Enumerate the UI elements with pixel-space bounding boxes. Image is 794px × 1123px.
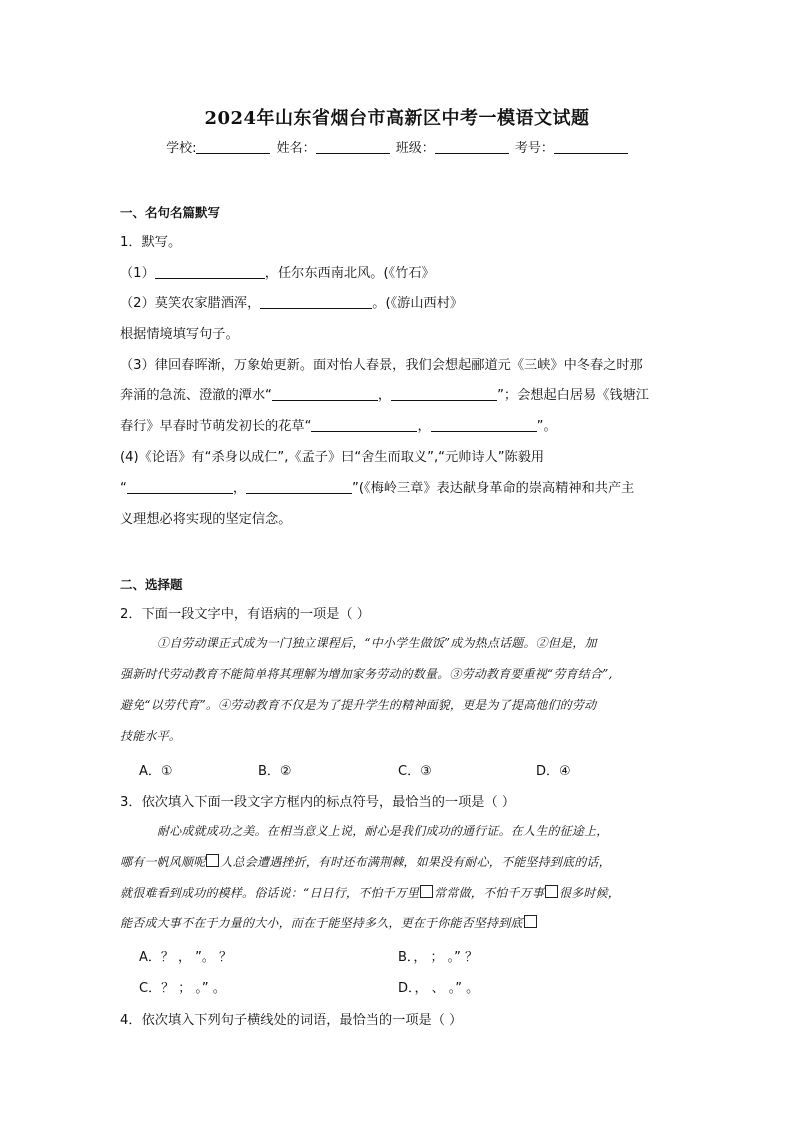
q1-3-blank-2[interactable] [391,388,497,401]
q1-2-blank[interactable] [260,296,372,309]
q1-4-line3: 义理想必将实现的坚定信念。 [120,512,292,527]
q1-3-line2-suffix: ”；会想起白居易《钱塘江 [497,388,649,403]
q1-4-line1: (4)《论语》有“杀身以成仁”,《孟子》曰“舍生而取义”,“元帅诗人”陈毅用 [120,450,545,465]
q2-option-a[interactable]: A．① [139,764,173,779]
q3-option-d[interactable]: D．， 、 。” 。 [398,981,480,996]
fill-intro: 根据情境填写句子。 [120,327,239,342]
q1-4-blank-2[interactable] [246,481,352,494]
exam-number-label: 考号： [514,141,554,156]
q1-4-open-quote: “ [120,481,127,496]
q3-line2-part2: 人总会遭遇挫折，有时还布满荆棘，如果没有耐心，不能坚持到底的话， [220,855,611,869]
punctuation-box-2[interactable] [420,885,433,898]
name-label: 姓名： [276,141,316,156]
q1-1 [120,262,435,281]
school-blank[interactable] [196,141,270,154]
q3-line3-part3: 很多时候， [558,886,620,900]
section1-heading: 一、名句名篇默写 [120,205,221,220]
q1-4-blank-1[interactable] [127,481,233,494]
q4-stem: 4．依次填入下列句子横线处的词语，最恰当的一项是（ ） [120,1013,463,1028]
q1-stem: 1．默写。 [120,235,182,250]
q3-stem: 3．依次填入下面一段文字方框内的标点符号，最恰当的一项是（ ） [120,795,516,810]
q1-3-comma-2: ， [417,419,431,434]
q2-passage-line3: 避免“以劳代育”。④劳动教育不仅是为了提升学生的精神面貌，更是为了提高他们的劳动 [120,698,597,712]
q1-1-suffix: ，任尔东西南北风。(《竹石》 [264,266,435,281]
section2-heading: 二、选择题 [120,577,183,592]
q1-3-comma-1: ， [377,388,392,403]
q3-line3-part1: 就很难看到成功的模样。俗话说：“日日行，不怕千万里 [120,886,420,900]
q2-passage-line1: ①自劳动课正式成为一门独立课程后，“中小学生做饭”成为热点话题。②但是，加 [157,636,597,650]
q3-passage-line3 [120,884,676,901]
q3-option-c[interactable]: C．？ ； 。” 。 [139,981,226,996]
q3-passage-line2 [120,853,676,870]
q3-line2-part1: 哪有一帆风顺呢 [120,855,206,869]
q1-1-prefix: （1） [120,266,155,281]
q3-passage-line4 [120,914,676,931]
q2-option-b[interactable]: B．② [258,764,292,779]
student-info-row [0,137,794,156]
name-blank[interactable] [316,141,390,154]
q3-passage-line1: 耐心成就成功之美。在相当意义上说，耐心是我们成功的通行证。在人生的征途上， [157,824,609,838]
q1-2 [120,292,463,311]
q3-line4-text: 能否成大事不在于力量的大小，而在于能坚持多久，更在于你能否坚持到底 [120,916,523,930]
q1-3-line2 [120,384,649,403]
q1-4-comma: ， [232,481,247,496]
q3-option-a[interactable]: A．？ ， ”。 ？ [139,950,233,965]
punctuation-box-1[interactable] [206,854,219,867]
q3-line3-part2: 常常做，不怕千万事 [434,886,544,900]
q1-4-line2 [120,477,634,496]
q2-passage-line4: 技能水平。 [120,729,182,743]
q3-option-b[interactable]: B．， ； 。” ？ [398,950,479,965]
q1-4-line2-suffix: ”(《梅岭三章》表达献身革命的崇高精神和共产主 [352,481,635,496]
q1-2-suffix: 。(《游山西村》 [372,296,464,311]
q1-3-blank-4[interactable] [431,419,537,432]
q2-option-d[interactable]: D．④ [536,764,571,779]
class-blank[interactable] [435,141,509,154]
q1-3-line2-prefix: 奔涌的急流、澄澈的潭水“ [120,388,272,403]
class-label: 班级： [395,141,435,156]
q1-3-line3-prefix: 春行》早春时节萌发初长的花草“ [120,419,312,434]
q1-3-line3 [120,415,557,434]
q2-stem: 2．下面一段文字中，有语病的一项是（ ） [120,607,370,622]
exam-number-blank[interactable] [554,141,628,154]
q1-3-line1: （3）律回春晖渐，万象始更新。面对怡人春景，我们会想起郦道元《三峡》中冬春之时那 [120,358,643,373]
q1-1-blank[interactable] [155,266,265,279]
q1-3-line3-suffix: ”。 [536,419,557,434]
q2-passage-line2: 强新时代劳动教育不能简单将其理解为增加家务劳动的数量。③劳动教育要重视“劳育结合”, [120,667,613,681]
q1-2-prefix: （2）莫笑农家腊酒浑， [120,296,261,311]
punctuation-box-4[interactable] [524,915,537,928]
exam-title: 2024年山东省烟台市高新区中考一模语文试题 [204,108,590,129]
q1-3-blank-1[interactable] [272,388,378,401]
punctuation-box-3[interactable] [545,885,558,898]
school-label: 学校: [166,141,197,156]
q2-option-c[interactable]: C．③ [398,764,432,779]
q1-3-blank-3[interactable] [311,419,417,432]
